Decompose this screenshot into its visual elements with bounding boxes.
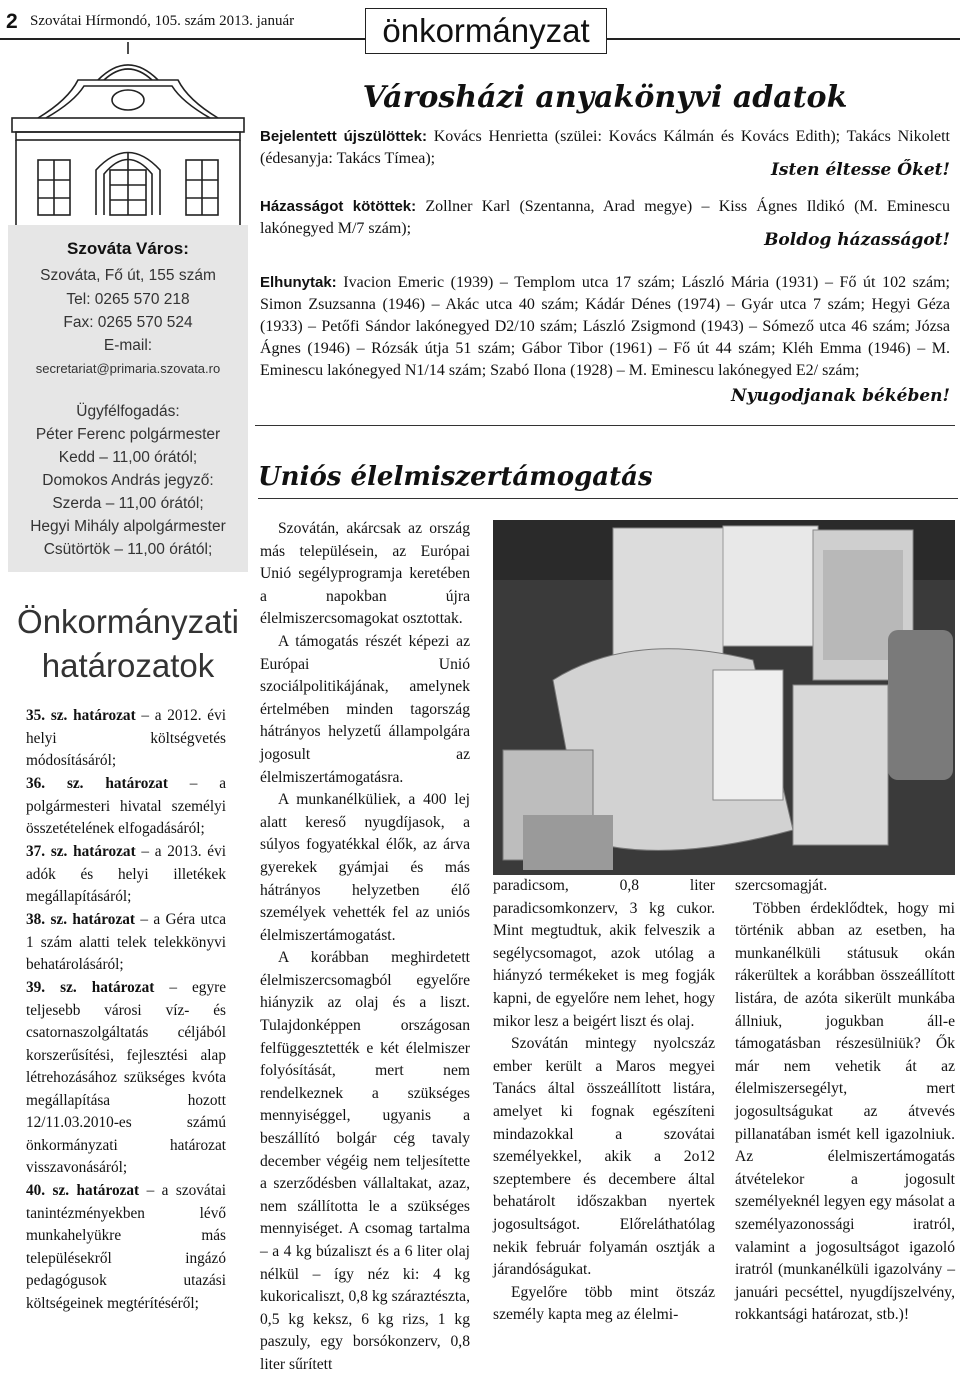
births-text: Kovács Henrietta (szülei: Kovács Kálmán és Kovács Edith); Takács Nikolett (édesanyja: Takács Tímea); xyxy=(260,128,951,167)
decision-text: – a szovátai tanintézményekben lévő munkahelyükre más településekről ingázó pedagógusok utazási költségeinek megtérítéséről; xyxy=(26,1182,226,1312)
paragraph: A korábban meghirdetett élelmiszercsomagból egyelőre hiányzik az olaj és a liszt. Tulajdonképpen országosan felfüggesztették e két élelmiszer folyósítását, mert nem rendelkeznek a szükséges mennyiséggel, ugyanis a beszállító bolgár cég tavaly december végéig nem teljesítette a szerződésben vállaltakat, azaz, nem szállította le a szükséges mennyiséget. A csomag tartalma – a 4 kg búzaliszt és a 6 liter olaj nélkül – így néz ki: 4 kg kukoricaliszt, 0,8 kg száraztészta, 0,5 kg keksz, 6 kg rizs, 1 kg paszuly, egy borsókonzerv, 0,8 liter sűrített xyxy=(260,949,470,1373)
records-box xyxy=(255,120,955,426)
article-column-1 xyxy=(260,518,470,1377)
contact-line: Kedd – 11,00 órától; xyxy=(58,449,198,466)
births-label: Bejelentett újszülöttek: xyxy=(260,128,427,145)
page-number: 2 xyxy=(6,10,18,33)
contact-line: Ügyfélfogadás: xyxy=(76,403,180,420)
decision-item xyxy=(26,909,226,977)
article-column-2 xyxy=(493,875,715,1327)
paragraph: A támogatás részét képezi az Európai Unió szociálpolitikájának, amelynek értelmében minden tagország hátrányos helyzetű állampolgára jogosult az élelmiszertámogatásra. xyxy=(260,632,470,786)
decision-label: 35. sz. határozat xyxy=(26,707,136,724)
records-title: Városházi anyakönyvi adatok xyxy=(362,80,848,115)
decision-text: – a Géra utca 1 szám alatti telek telekkönyvi behatárolásáról; xyxy=(26,911,226,973)
deaths-text: Ivacion Emeric (1939) – Templom utca 17 szám; László Mária (1931) – Fő út 102 szám; Simon Zsuzsanna (1946) – Akác utca 40 szám; Kádár Dénes (1974) – Gyár utca 7 szám; Hegyi Géza (1933) – Petőfi Sándor lakónegyed D2/10 szám; László Zsigmond (1943) – Sómező utca 46 szám; Józsa Ágnes (1946) – Rózsák útja 51 szám; Gábor Tibor (1961) – Fő út 44 szám; Kléh Emma (1946) – M. Eminescu lakónegyed N1/14 szám; Szabó Ilona (1928) – M. Eminescu lakónegyed E2/ szám; xyxy=(260,274,950,379)
decision-label: 36. sz. határozat xyxy=(26,775,168,792)
deaths-record xyxy=(260,272,950,382)
decision-text: – egyre teljesebb városi víz- és csatornaszolgáltatás céljából korszerűsítési, fejlesztési alap létrehozásához szükséges kvóta megállapítása hozott 12/11.03.2010-es számú önkormányzati határozat visszavonásáról; xyxy=(26,979,226,1176)
decision-label: 39. sz. határozat xyxy=(26,979,155,996)
decision-label: 37. sz. határozat xyxy=(26,843,136,860)
paragraph: szercsomagját. xyxy=(735,877,828,894)
article-column-3 xyxy=(735,875,955,1327)
marriages-label: Házasságot kötöttek: xyxy=(260,198,417,215)
publication-info: Szovátai Hírmondó, 105. szám 2013. január xyxy=(30,13,295,29)
decision-label: 38. sz. határozat xyxy=(26,911,135,928)
contact-line: Szerda – 11,00 órától; xyxy=(52,495,204,512)
contact-line: Péter Ferenc polgármester xyxy=(35,426,221,443)
paragraph: Szovátán mintegy nyolcszáz ember került a Maros megyei Tanács által összeállított listára, amelyet ki fognak egészíteni mindazokkal a szovátai személyekkel, akik a 2o12 szeptembere és decembere által behatárolt időszakban nyertek jogosultságot. Előreláthatólag nekik február folyamán osztják a járandóságukat. xyxy=(493,1035,715,1279)
paragraph: paradicsom, 0,8 liter paradicsomkonzerv, 3 kg cukor. Mint megtudtuk, akik felveszik a segélycsomagot, azok utólag a hiányzó termékeket is meg fogják kapni, de egyelőre nem lehet, hogy mikor lesz a beigért liszt és olaj. xyxy=(493,877,715,1030)
contact-line: Domokos András jegyző: xyxy=(42,472,214,489)
article-title: Uniós élelmiszertámogatás xyxy=(258,462,653,492)
births-wish: Isten éltesse Őket! xyxy=(770,160,950,180)
decisions-title-line1: Önkormányzati xyxy=(17,603,239,640)
decision-text: – a 2012. évi helyi költségvetés módosításáról; xyxy=(26,707,226,769)
contact-line: Csütörtök – 11,00 órától; xyxy=(43,541,213,558)
contact-box xyxy=(8,225,248,572)
contact-line: Hegyi Mihály alpolgármester xyxy=(30,518,226,535)
decisions-title xyxy=(8,600,248,688)
city-hall-illustration xyxy=(8,40,248,225)
contact-email[interactable]: secretariat@primaria.szovata.ro xyxy=(35,361,221,376)
decision-item xyxy=(26,977,226,1180)
decisions-title-line2: határozatok xyxy=(41,647,215,684)
contact-line: Szováta, Fő út, 155 szám xyxy=(40,267,216,284)
article-rule xyxy=(258,498,958,499)
paragraph: A munkanélküliek, a 400 lej alatt kereső nyugdíjasok, a súlyos fogyatékkal élők, az árva gyerekek gyámjai és más hátrányos helyzetben élő személyek vehették fel az uniós élelmiszertámogatást. xyxy=(260,791,470,944)
section-title: önkormányzat xyxy=(365,8,607,54)
decision-item xyxy=(26,773,226,841)
deaths-label: Elhunytak: xyxy=(260,274,337,291)
contact-title: Szováta Város: xyxy=(67,239,189,258)
decision-item xyxy=(26,705,226,773)
marriages-wish: Boldog házasságot! xyxy=(764,230,950,250)
decision-text: – a polgármesteri hivatal személyi összetételének elfogadásáról; xyxy=(26,775,226,837)
deaths-wish: Nyugodjanak békében! xyxy=(731,386,950,406)
paragraph: Egyelőre több mint ötszáz személy kapta meg az élelmi- xyxy=(493,1283,715,1324)
paragraph: Szovátán, akárcsak az ország más településein, az Európai Unió segélyprogramja keretében a napokban újra élelmiszercsomagokat osztottak. xyxy=(260,520,470,628)
contact-line: Tel: 0265 570 218 xyxy=(66,291,190,308)
paragraph: Többen érdeklődtek, hogy mi történik abban az esetben, ha munkanélküli státusuk okán rákerültek a korábban összeállított listára, de azóta sikerült munkába állniuk, jogukban áll-e támogatásban részesülniük? Ők már nem vehetik át az élelmiszersegélyt, mert jogosultságukat az átvevés pillanatában ismét kell igazolniuk. Az élelmiszertámogatás átvételekor a jogosult személyeknél legyen egy másolat a személyazonossági iratról, valamint a jogosultságot igazoló iratról (munkanélküli igazolvány – januári pecséttel, nyugdíjszelvény, rokkantsági határozat, stb.)! xyxy=(735,899,955,1324)
decision-item xyxy=(26,841,226,909)
marriages-text: Zollner Karl (Szentanna, Arad megye) – Kiss Ágnes Ildikó (M. Eminescu lakónegyed M/7 szám); xyxy=(260,198,950,237)
contact-line: Fax: 0265 570 524 xyxy=(63,314,193,331)
decision-text: – a 2013. évi adók és helyi illetékek megállapításáról; xyxy=(26,843,226,905)
decision-label: 40. sz. határozat xyxy=(26,1182,140,1199)
decision-item xyxy=(26,1180,226,1315)
contact-line: E-mail: xyxy=(103,337,153,354)
food-package-photo xyxy=(493,520,955,875)
